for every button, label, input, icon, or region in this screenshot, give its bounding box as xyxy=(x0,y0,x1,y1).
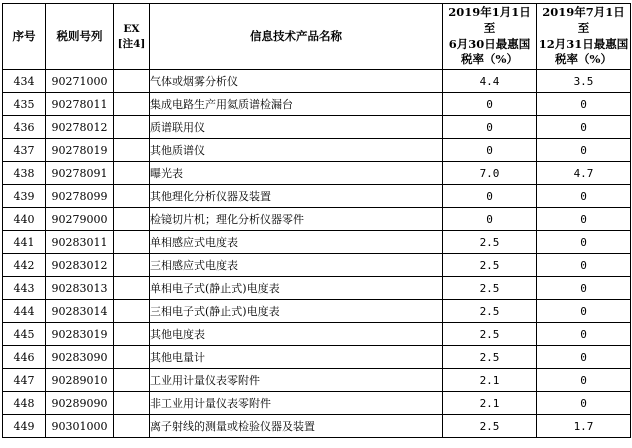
header-code: 税则号列 xyxy=(46,4,114,70)
name-cell: 工业用计量仪表零附件 xyxy=(150,369,443,392)
rate1-cell: 2.5 xyxy=(443,300,537,323)
rate2-cell: 3.5 xyxy=(537,70,631,93)
name-cell: 其他理化分析仪器及装置 xyxy=(150,185,443,208)
seq-cell: 438 xyxy=(3,162,46,185)
rate2-cell: 0 xyxy=(537,369,631,392)
name-cell: 非工业用计量仪表零附件 xyxy=(150,392,443,415)
rate2-cell: 0 xyxy=(537,277,631,300)
rate2-cell: 0 xyxy=(537,323,631,346)
rate2-cell: 0 xyxy=(537,208,631,231)
seq-cell: 434 xyxy=(3,70,46,93)
seq-cell: 440 xyxy=(3,208,46,231)
ex-cell xyxy=(114,300,150,323)
rate1-cell: 0 xyxy=(443,208,537,231)
table-header xyxy=(3,4,631,70)
name-cell: 单相电子式(静止式)电度表 xyxy=(150,277,443,300)
seq-cell: 443 xyxy=(3,277,46,300)
table-row xyxy=(3,208,631,231)
table-row xyxy=(3,231,631,254)
rate2-cell: 0 xyxy=(537,300,631,323)
seq-cell: 445 xyxy=(3,323,46,346)
ex-cell xyxy=(114,231,150,254)
ex-cell xyxy=(114,116,150,139)
rate2-cell: 0 xyxy=(537,185,631,208)
code-cell: 90278012 xyxy=(46,116,114,139)
seq-cell: 436 xyxy=(3,116,46,139)
rate2-cell: 0 xyxy=(537,93,631,116)
code-cell: 90283013 xyxy=(46,277,114,300)
ex-cell xyxy=(114,185,150,208)
table-row xyxy=(3,323,631,346)
ex-cell xyxy=(114,277,150,300)
header-rate2 xyxy=(537,4,631,70)
seq-cell: 444 xyxy=(3,300,46,323)
rate1-cell: 2.5 xyxy=(443,415,537,438)
header-rate1 xyxy=(443,4,537,70)
table-row xyxy=(3,116,631,139)
rate1-cell: 2.1 xyxy=(443,369,537,392)
seq-cell: 435 xyxy=(3,93,46,116)
rate2-cell: 0 xyxy=(537,116,631,139)
header-ex xyxy=(114,4,150,70)
ex-cell xyxy=(114,323,150,346)
code-cell: 90278011 xyxy=(46,93,114,116)
seq-cell: 441 xyxy=(3,231,46,254)
name-cell: 三相电子式(静止式)电度表 xyxy=(150,300,443,323)
code-cell: 90283019 xyxy=(46,323,114,346)
header-rate2-line3: 税率（%） xyxy=(555,52,612,67)
rate1-cell: 0 xyxy=(443,116,537,139)
seq-cell: 448 xyxy=(3,392,46,415)
header-seq: 序号 xyxy=(3,4,46,70)
rate2-cell: 0 xyxy=(537,254,631,277)
code-cell: 90278091 xyxy=(46,162,114,185)
table-row xyxy=(3,70,631,93)
rate2-cell: 0 xyxy=(537,231,631,254)
table-row xyxy=(3,185,631,208)
ex-cell xyxy=(114,392,150,415)
seq-cell: 442 xyxy=(3,254,46,277)
rate1-cell: 0 xyxy=(443,185,537,208)
ex-cell xyxy=(114,93,150,116)
table-row xyxy=(3,254,631,277)
seq-cell: 439 xyxy=(3,185,46,208)
code-cell: 90301000 xyxy=(46,415,114,438)
ex-cell xyxy=(114,254,150,277)
table-row xyxy=(3,346,631,369)
header-rate1-line1: 2019年1月1日至 xyxy=(448,5,531,35)
seq-cell: 437 xyxy=(3,139,46,162)
rate1-cell: 7.0 xyxy=(443,162,537,185)
header-row xyxy=(3,4,631,70)
name-cell: 单相感应式电度表 xyxy=(150,231,443,254)
code-cell: 90283090 xyxy=(46,346,114,369)
ex-cell xyxy=(114,208,150,231)
name-cell: 曝光表 xyxy=(150,162,443,185)
rate1-cell: 2.5 xyxy=(443,254,537,277)
header-ex-line1: EX xyxy=(123,23,140,36)
table-body xyxy=(3,70,631,438)
ex-cell xyxy=(114,70,150,93)
code-cell: 90278099 xyxy=(46,185,114,208)
rate2-cell: 0 xyxy=(537,346,631,369)
ex-cell xyxy=(114,162,150,185)
rate1-cell: 2.5 xyxy=(443,323,537,346)
name-cell: 其他电度表 xyxy=(150,323,443,346)
table-row xyxy=(3,139,631,162)
rate1-cell: 2.1 xyxy=(443,392,537,415)
header-ex-line2: [注4] xyxy=(117,37,146,50)
ex-cell xyxy=(114,369,150,392)
name-cell: 离子射线的测量或检验仪器及装置 xyxy=(150,415,443,438)
code-cell: 90279000 xyxy=(46,208,114,231)
name-cell: 检镜切片机；理化分析仪器零件 xyxy=(150,208,443,231)
code-cell: 90289010 xyxy=(46,369,114,392)
seq-cell: 447 xyxy=(3,369,46,392)
rate2-cell: 4.7 xyxy=(537,162,631,185)
code-cell: 90283011 xyxy=(46,231,114,254)
rate1-cell: 4.4 xyxy=(443,70,537,93)
header-name: 信息技术产品名称 xyxy=(150,4,443,70)
rate1-cell: 0 xyxy=(443,139,537,162)
rate1-cell: 2.5 xyxy=(443,277,537,300)
name-cell: 其他质谱仪 xyxy=(150,139,443,162)
rate1-cell: 2.5 xyxy=(443,346,537,369)
rate1-cell: 2.5 xyxy=(443,231,537,254)
code-cell: 90278019 xyxy=(46,139,114,162)
seq-cell: 449 xyxy=(3,415,46,438)
name-cell: 三相感应式电度表 xyxy=(150,254,443,277)
header-rate2-line1: 2019年7月1日至 xyxy=(542,5,625,35)
ex-cell xyxy=(114,346,150,369)
name-cell: 质谱联用仪 xyxy=(150,116,443,139)
code-cell: 90283012 xyxy=(46,254,114,277)
rate1-cell: 0 xyxy=(443,93,537,116)
rate2-cell: 0 xyxy=(537,139,631,162)
seq-cell: 446 xyxy=(3,346,46,369)
code-cell: 90289090 xyxy=(46,392,114,415)
table-row xyxy=(3,369,631,392)
tariff-table xyxy=(2,3,631,438)
ex-cell xyxy=(114,139,150,162)
header-rate1-line3: 税率（%） xyxy=(461,52,518,67)
ex-cell xyxy=(114,415,150,438)
header-rate1-line2: 6月30日最惠国 xyxy=(448,36,531,51)
table-row xyxy=(3,277,631,300)
code-cell: 90283014 xyxy=(46,300,114,323)
header-rate2-line2: 12月31日最惠国 xyxy=(538,36,629,51)
name-cell: 其他电量计 xyxy=(150,346,443,369)
code-cell: 90271000 xyxy=(46,70,114,93)
table-row xyxy=(3,415,631,438)
name-cell: 气体或烟雾分析仪 xyxy=(150,70,443,93)
name-cell: 集成电路生产用氦质谱检漏台 xyxy=(150,93,443,116)
table-row xyxy=(3,392,631,415)
table-row xyxy=(3,300,631,323)
rate2-cell: 1.7 xyxy=(537,415,631,438)
table-row xyxy=(3,162,631,185)
rate2-cell: 0 xyxy=(537,392,631,415)
table-row xyxy=(3,93,631,116)
